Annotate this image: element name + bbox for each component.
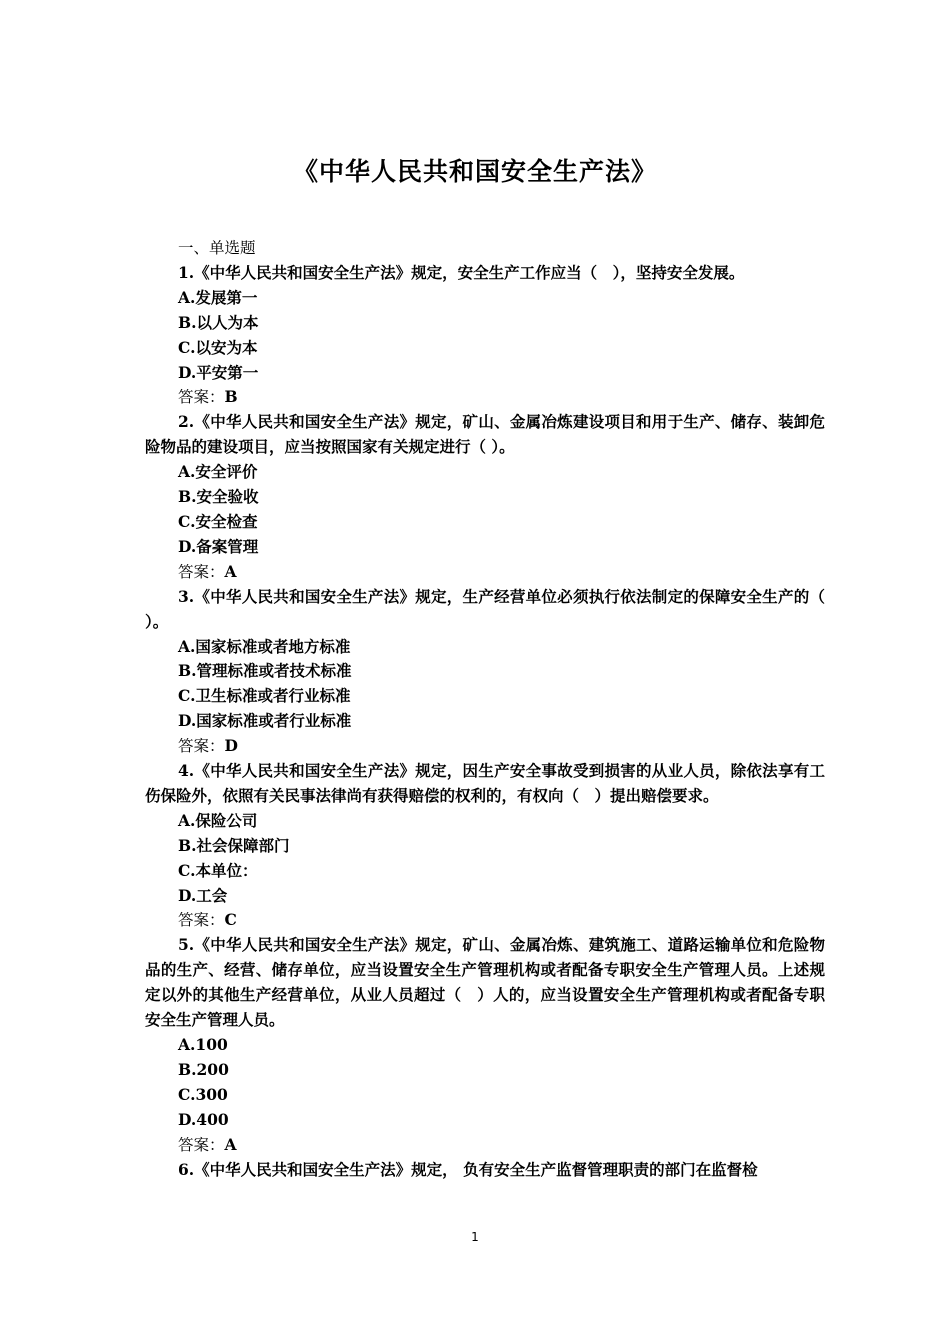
option: D.国家标准或者行业标准: [178, 711, 352, 731]
option: A.发展第一: [178, 287, 258, 307]
answer-value: B: [224, 387, 238, 407]
answer-value: A: [224, 561, 237, 581]
option: C.以安为本: [178, 337, 258, 357]
question-text: 5.《中华人民共和国安全生产法》规定，矿山、金属冶炼、建筑施工、道路运输单位和危险物品的生产、经营、储存单位，应当设置安全生产管理机构或者配备专职安全生产管理人员。上述规定以外的其他生产经营单位，从业人员超过（ ）人的，应当设置安全生产管理机构或者配备专职安全生产管理人员。: [145, 935, 825, 1030]
option: C.安全检查: [178, 511, 258, 531]
option: C.本单位：: [178, 860, 258, 880]
option: B.社会保障部门: [178, 835, 290, 855]
question-text: 4.《中华人民共和国安全生产法》规定，因生产安全事故受到损害的从业人员，除依法享有工伤保险外，依照有关民事法律尚有获得赔偿的权利的，有权向（ ）提出赔偿要求。: [145, 761, 825, 805]
answer-label: 答案：: [178, 737, 225, 756]
option: C.卫生标准或者行业标准: [178, 686, 351, 706]
answer-line: [145, 734, 825, 759]
section-heading: 一、单选题: [178, 239, 256, 257]
option: D.备案管理: [178, 536, 259, 556]
option: A.100: [178, 1035, 228, 1054]
question-text: 2.《中华人民共和国安全生产法》规定，矿山、金属冶炼建设项目和用于生产、储存、装卸危险物品的建设项目，应当按照国家有关规定进行（ ）。: [145, 412, 825, 457]
answer-line: [145, 385, 825, 410]
document-title: 《中华人民共和国安全生产法》: [292, 157, 657, 186]
question-text: 1.《中华人民共和国安全生产法》规定，安全生产工作应当（ ），坚持安全发展。: [178, 262, 745, 282]
question-list: [145, 236, 825, 1182]
answer-line: [145, 908, 825, 933]
option: C.300: [178, 1084, 228, 1104]
answer-label: 答案：: [178, 911, 225, 930]
answer-value: A: [224, 1134, 237, 1154]
page-number: 1: [471, 1230, 479, 1244]
option: A.安全评价: [178, 462, 258, 482]
option: B.200: [178, 1059, 229, 1079]
question-text: 6.《中华人民共和国安全生产法》规定， 负有安全生产监督管理职责的部门在监督检: [178, 1159, 758, 1179]
answer-value: D: [224, 736, 238, 756]
answer-label: 答案：: [178, 388, 225, 407]
answer-value: C: [224, 910, 237, 930]
answer-label: 答案：: [178, 562, 225, 581]
question-text: 3.《中华人民共和国安全生产法》规定，生产经营单位必须执行依法制定的保障安全生产的（ ）。: [145, 586, 825, 631]
answer-line: [145, 1133, 825, 1158]
option: D.平安第一: [178, 362, 259, 382]
option: D.400: [178, 1109, 229, 1129]
option: D.工会: [178, 885, 228, 905]
option: B.安全验收: [178, 487, 259, 507]
option: B.以人为本: [178, 312, 259, 332]
answer-line: [145, 560, 825, 585]
option: B.管理标准或者技术标准: [178, 661, 352, 681]
option: A.保险公司: [178, 810, 258, 830]
answer-label: 答案：: [178, 1135, 225, 1154]
option: A.国家标准或者地方标准: [178, 636, 351, 656]
